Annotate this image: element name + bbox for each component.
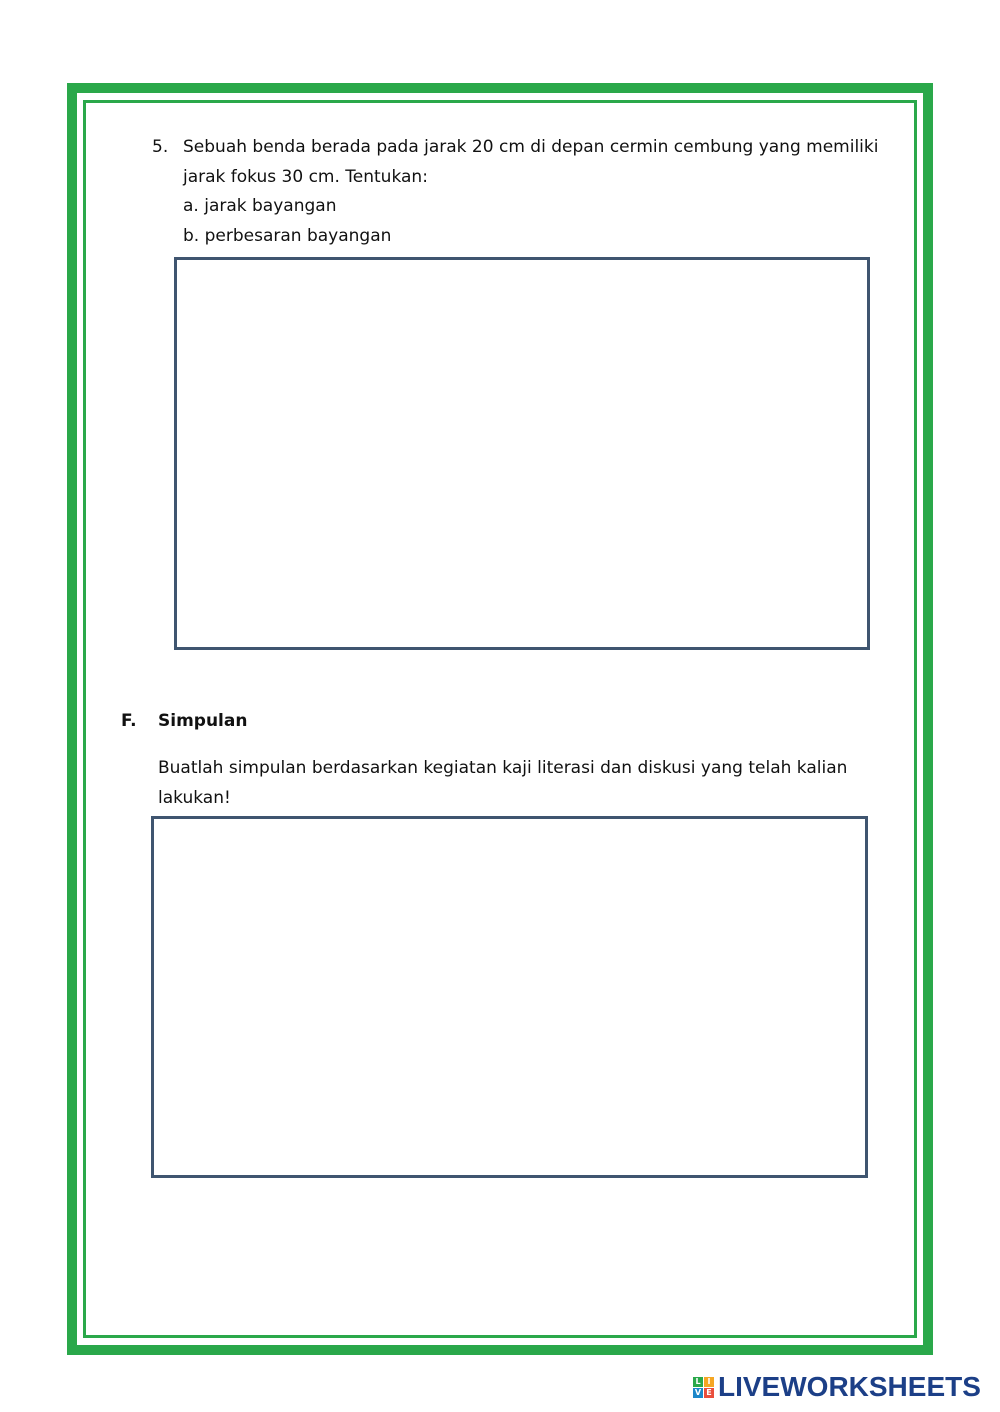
liveworksheets-logo (693, 1372, 981, 1402)
logo-icon-letter-l: L (693, 1377, 703, 1387)
liveworksheets-logo-text: LIVEWORKSHEETS (718, 1371, 981, 1402)
answer-box-simpulan[interactable] (151, 816, 868, 1178)
question-text-line1: Sebuah benda berada pada jarak 20 cm di depan cermin cembung yang memiliki (183, 137, 879, 157)
answer-box-question5[interactable] (174, 257, 870, 650)
logo-icon-letter-v: V (694, 1387, 702, 1397)
section-instruction-line2: lakukan! (158, 788, 231, 808)
section-instruction-line1: Buatlah simpulan berdasarkan kegiatan kaji literasi dan diskusi yang telah kalian (158, 758, 848, 778)
logo-icon-letter-i: I (704, 1377, 714, 1387)
liveworksheets-logo-icon (693, 1377, 714, 1398)
section-letter: F. (121, 711, 137, 731)
logo-icon-letter-e: E (704, 1388, 714, 1398)
section-title: Simpulan (158, 711, 248, 731)
question-number: 5. (152, 137, 169, 157)
question-item-b: b. perbesaran bayangan (183, 226, 392, 246)
question-text-line2: jarak fokus 30 cm. Tentukan: (183, 167, 428, 187)
question-item-a: a. jarak bayangan (183, 196, 337, 216)
